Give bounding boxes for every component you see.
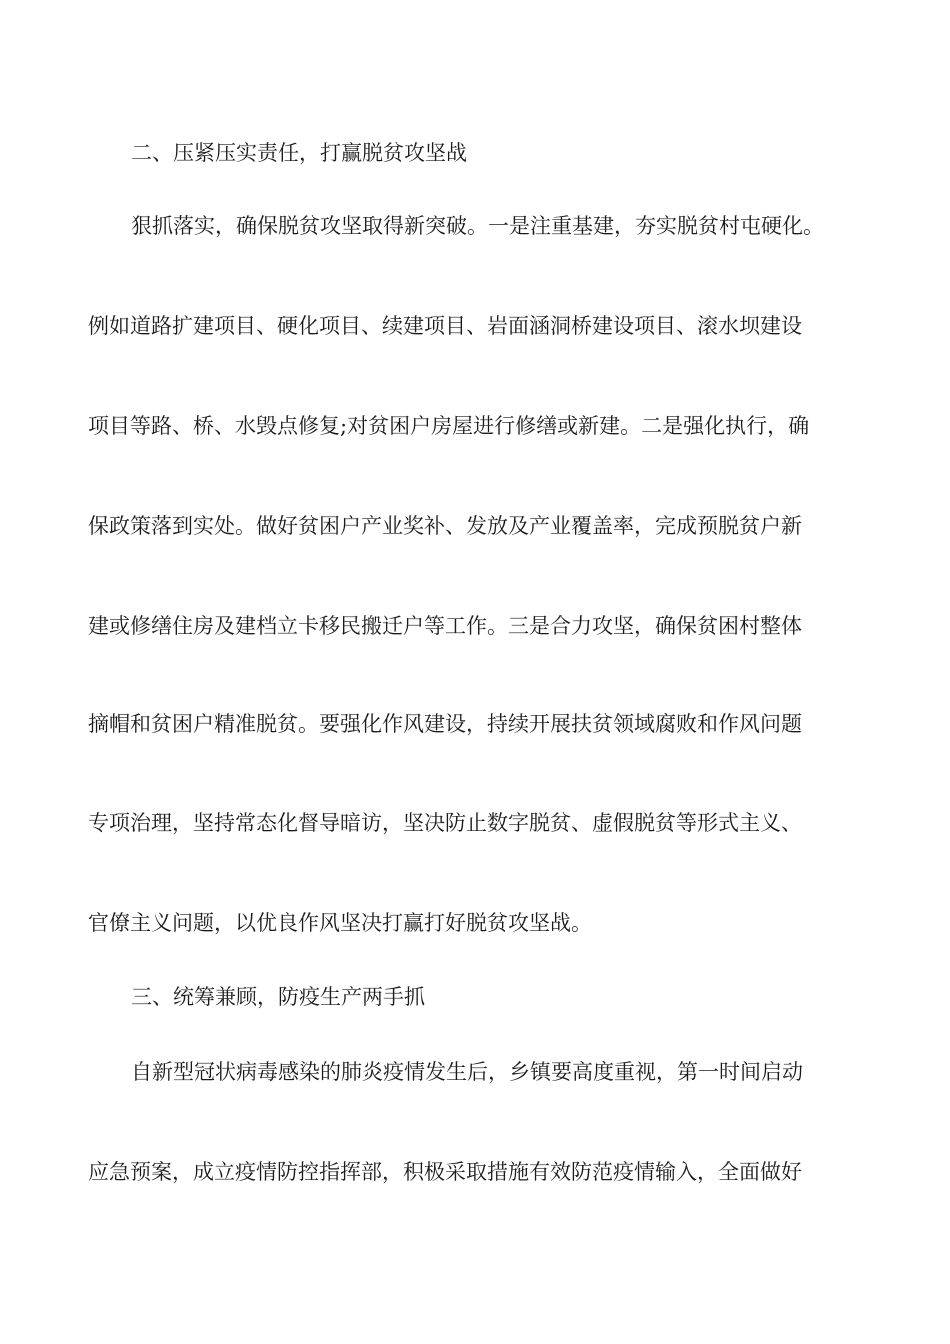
paragraph-line: 项目等路、桥、水毁点修复;对贫困户房屋进行修缮或新建。二是强化执行，确 <box>88 414 810 438</box>
paragraph-line: 保政策落到实处。做好贫困户产业奖补、发放及产业覆盖率，完成预脱贫户新 <box>88 514 802 538</box>
paragraph-line: 官僚主义问题，以优良作风坚决打赢打好脱贫攻坚战。 <box>88 911 592 935</box>
paragraph-line: 专项治理，坚持常态化督导暗访，坚决防止数字脱贫、虚假脱贫等形式主义、 <box>88 811 802 835</box>
section-heading-2: 二、压紧压实责任，打赢脱贫攻坚战 <box>131 141 467 165</box>
paragraph-line: 狠抓落实，确保脱贫攻坚取得新突破。一是注重基建，夯实脱贫村屯硬化。 <box>131 214 824 238</box>
paragraph-line: 摘帽和贫困户精准脱贫。要强化作风建设，持续开展扶贫领域腐败和作风问题 <box>88 712 802 736</box>
paragraph-line: 例如道路扩建项目、硬化项目、续建项目、岩面涵洞桥建设项目、滚水坝建设 <box>88 314 802 338</box>
paragraph-line: 建或修缮住房及建档立卡移民搬迁户等工作。三是合力攻坚，确保贫困村整体 <box>88 614 802 638</box>
paragraph-line: 自新型冠状病毒感染的肺炎疫情发生后，乡镇要高度重视，第一时间启动 <box>131 1060 803 1084</box>
paragraph-line: 应急预案，成立疫情防控指挥部，积极采取措施有效防范疫情输入，全面做好 <box>88 1160 802 1184</box>
section-heading-3: 三、统筹兼顾，防疫生产两手抓 <box>131 985 425 1009</box>
